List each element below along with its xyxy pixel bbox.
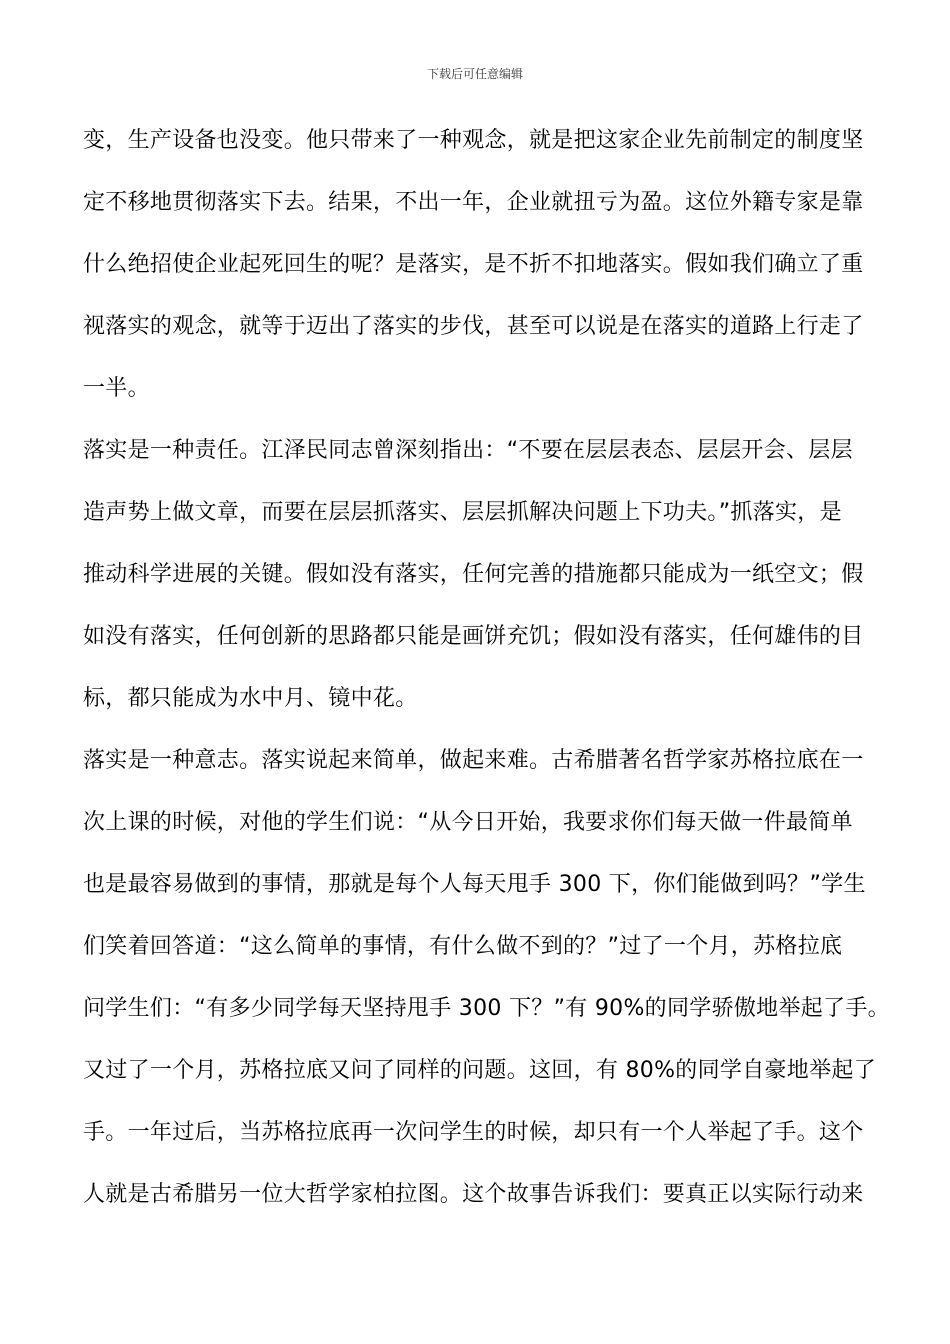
text-line: 视落实的观念，就等于迈出了落实的步伐，甚至可以说是在落实的道路上行走了 xyxy=(83,314,864,339)
text-line: 落实是一种意志。落实说起来简单，做起来难。古希腊著名哲学家苏格拉底在一 xyxy=(83,748,864,773)
text-line: 什么绝招使企业起死回生的呢？是落实，是不折不扣地落实。假如我们确立了重 xyxy=(83,252,864,277)
text-line: 定不移地贯彻落实下去。结果，不出一年，企业就扭亏为盈。这位外籍专家是靠 xyxy=(83,190,864,215)
text-line: 推动科学进展的关键。假如没有落实，任何完善的措施都只能成为一纸空文；假 xyxy=(83,562,864,587)
text-line: 次上课的时候，对他的学生们说：“从今日开始，我要求你们每天做一件最简单 xyxy=(83,810,853,835)
text-line: 标，都只能成为水中月、镜中花。 xyxy=(83,686,418,711)
text-line: 又过了一个月，苏格拉底又问了同样的问题。这回，有 80%的同学自豪地举起了 xyxy=(83,1058,876,1083)
page-header: 下载后可任意编辑 xyxy=(426,67,523,81)
body-text xyxy=(83,110,890,1226)
text-line: 人就是古希腊另一位大哲学家柏拉图。这个故事告诉我们：要真正以实际行动来 xyxy=(83,1182,864,1207)
text-line: 们笑着回答道：“这么简单的事情，有什么做不到的？”过了一个月，苏格拉底 xyxy=(83,934,843,959)
text-line: 落实是一种责任。江泽民同志曾深刻指出：“不要在层层表态、层层开会、层层 xyxy=(83,438,853,463)
text-line: 如没有落实，任何创新的思路都只能是画饼充饥；假如没有落实，任何雄伟的目 xyxy=(83,624,864,649)
text-line: 手。一年过后，当苏格拉底再一次问学生的时候，却只有一个人举起了手。这个 xyxy=(83,1120,864,1145)
text-line: 问学生们：“有多少同学每天坚持甩手 300 下？”有 90%的同学骄傲地举起了手。 xyxy=(83,996,890,1021)
text-line: 也是最容易做到的事情，那就是每个人每天甩手 300 下，你们能做到吗？”学生 xyxy=(83,872,866,897)
text-line: 变，生产设备也没变。他只带来了一种观念，就是把这家企业先前制定的制度坚 xyxy=(83,128,864,153)
text-line: 一半。 xyxy=(83,376,150,401)
text-line: 造声势上做文章，而要在层层抓落实、层层抓解决问题上下功夫。”抓落实，是 xyxy=(83,500,842,525)
